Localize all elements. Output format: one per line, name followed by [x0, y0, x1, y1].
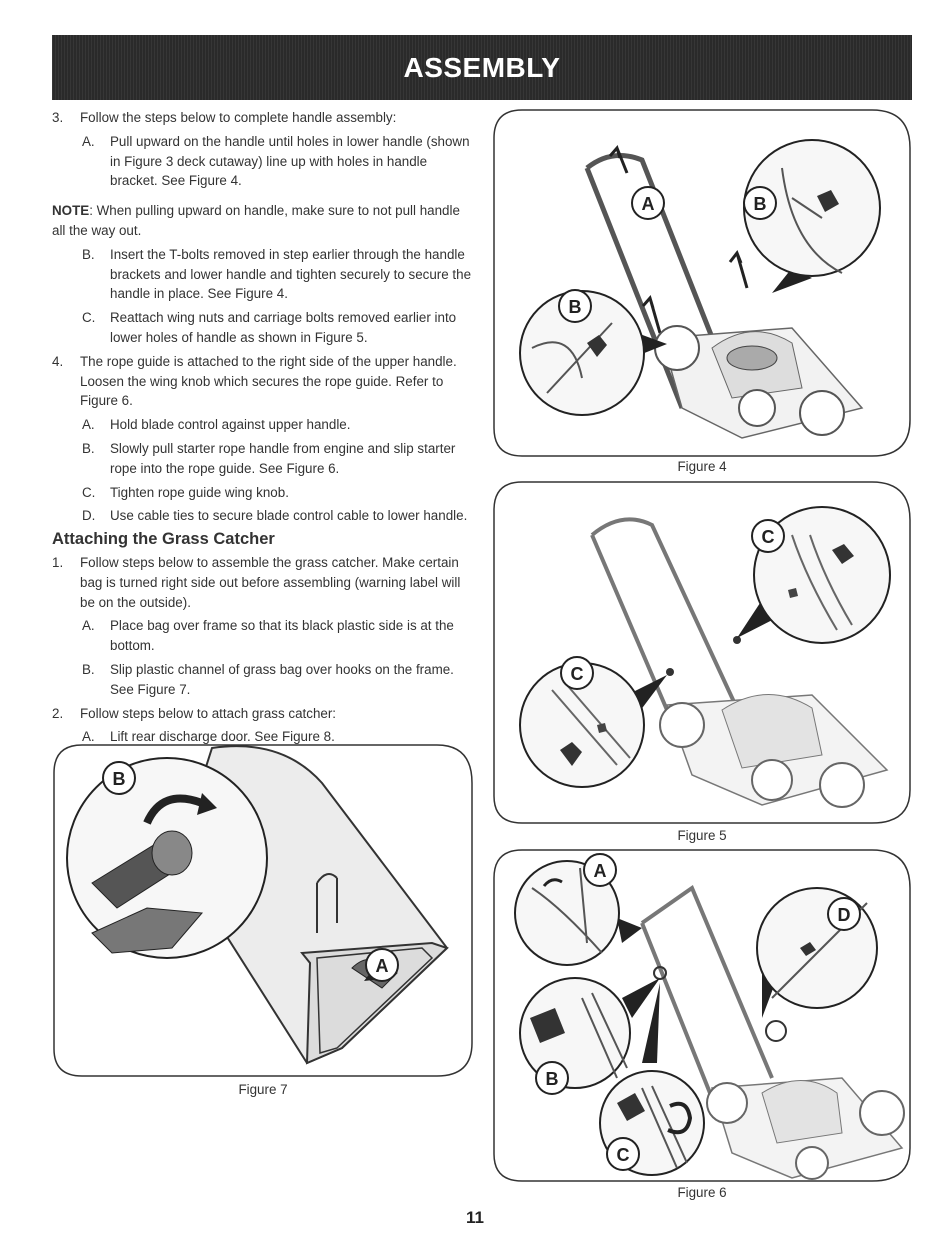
substep-4c [52, 483, 477, 503]
figure-7-illustration [52, 743, 474, 1078]
note-text: : When pulling upward on handle, make sure to not pull handle all the way out. [52, 203, 460, 238]
substep-text: Slip plastic channel of grass bag over hooks on the frame. See Figure 7. [110, 661, 454, 697]
callout-b [103, 762, 135, 794]
substep-text: Slowly pull starter rope handle from engine and slip starter rope into the rope guide. See Figure 6. [110, 440, 456, 476]
substep-4d [52, 506, 477, 526]
step-number: 1. [52, 554, 64, 570]
substep-label: C. [82, 484, 96, 500]
callout-b [536, 1062, 568, 1094]
substep-label: A. [82, 417, 95, 433]
note [52, 201, 477, 241]
substep-1b [52, 660, 477, 700]
substep-text: Use cable ties to secure blade control cable to lower handle. [110, 508, 468, 524]
page-number: 11 [466, 1208, 484, 1227]
page-title: ASSEMBLY [403, 51, 561, 83]
callout-letter: A [593, 861, 607, 881]
callout-b-right [744, 187, 776, 219]
figure-6-caption: Figure 6 [677, 1185, 727, 1200]
section-heading: Attaching the Grass Catcher [52, 530, 275, 549]
callout-letter: A [641, 194, 655, 214]
callout-letter: B [112, 769, 126, 789]
step-number: 4. [52, 353, 64, 369]
callout-d [828, 898, 860, 930]
substep-label: A. [82, 618, 95, 634]
callout-letter: D [837, 905, 851, 925]
step-4 [52, 352, 477, 411]
callout-letter: B [753, 194, 767, 214]
substep-text: Reattach wing nuts and carriage bolts removed earlier into lower holes of handle as shown in Figure 5. [110, 310, 457, 345]
substep-label: A. [82, 729, 95, 745]
step-3 [52, 108, 477, 128]
substep-4a [52, 415, 477, 435]
substep-text: Place bag over frame so that its black plastic side is at the bottom. [110, 618, 454, 654]
substep-text: Tighten rope guide wing knob. [110, 484, 289, 500]
callout-a [584, 854, 616, 886]
note-label: NOTE [52, 203, 90, 219]
substep-label: A. [82, 133, 95, 149]
step-text: Follow the steps below to complete handle assembly: [80, 110, 397, 125]
figure-5-illustration [492, 480, 912, 825]
substep-label: D. [82, 508, 96, 524]
substep-label: B. [82, 661, 95, 677]
figure-7-caption: Figure 7 [238, 1082, 288, 1097]
header-banner [52, 35, 912, 100]
step-number: 3. [52, 110, 64, 125]
figure-4-illustration [492, 108, 912, 458]
substep-3c [52, 308, 477, 348]
step-text: The rope guide is attached to the right side of the upper handle. Loosen the wing knob which secures the rope guide. Refer to Figure 6. [80, 353, 457, 409]
step-text: Follow steps below to assemble the grass catcher. Make certain bag is turned right side out before assembling (warning label will be on the outside). [80, 554, 461, 610]
substep-label: B. [82, 440, 95, 456]
callout-letter: C [570, 664, 584, 684]
substep-3a [52, 132, 477, 191]
step-text: Follow steps below to attach grass catcher: [80, 705, 337, 721]
callout-letter: C [616, 1145, 630, 1165]
substep-4b [52, 439, 477, 479]
substep-label: B. [82, 246, 95, 262]
step-number: 2. [52, 705, 64, 721]
substep-text: Insert the T-bolts removed in step earlier through the handle brackets and lower handle and tighten securely to secure the handle in place. See Figure 4. [110, 246, 472, 302]
step-2 [52, 704, 477, 724]
substep-1a [52, 616, 477, 656]
callout-c-bottom [561, 657, 593, 689]
callout-a [632, 187, 664, 219]
callout-c [607, 1138, 639, 1170]
figure-4-caption: Figure 4 [677, 459, 727, 474]
substep-text: Lift rear discharge door. See Figure 8. [110, 729, 335, 745]
substep-text: Pull upward on the handle until holes in lower handle (shown in Figure 3 deck cutaway) line up with holes in handle bracket. See Figure 4. [110, 133, 470, 189]
step-1 [52, 553, 477, 612]
callout-letter: C [761, 527, 775, 547]
substep-label: C. [82, 310, 96, 326]
callout-letter: B [545, 1069, 559, 1089]
substep-3b [52, 245, 477, 304]
callout-b-left [559, 290, 591, 322]
callout-letter: A [375, 956, 389, 976]
callout-letter: B [568, 297, 582, 317]
figure-6-illustration [492, 848, 912, 1183]
callout-c-top [752, 520, 784, 552]
figure-5-caption: Figure 5 [677, 828, 727, 843]
callout-a [366, 949, 398, 981]
substep-text: Hold blade control against upper handle. [110, 417, 351, 433]
instructions-column [52, 108, 477, 751]
